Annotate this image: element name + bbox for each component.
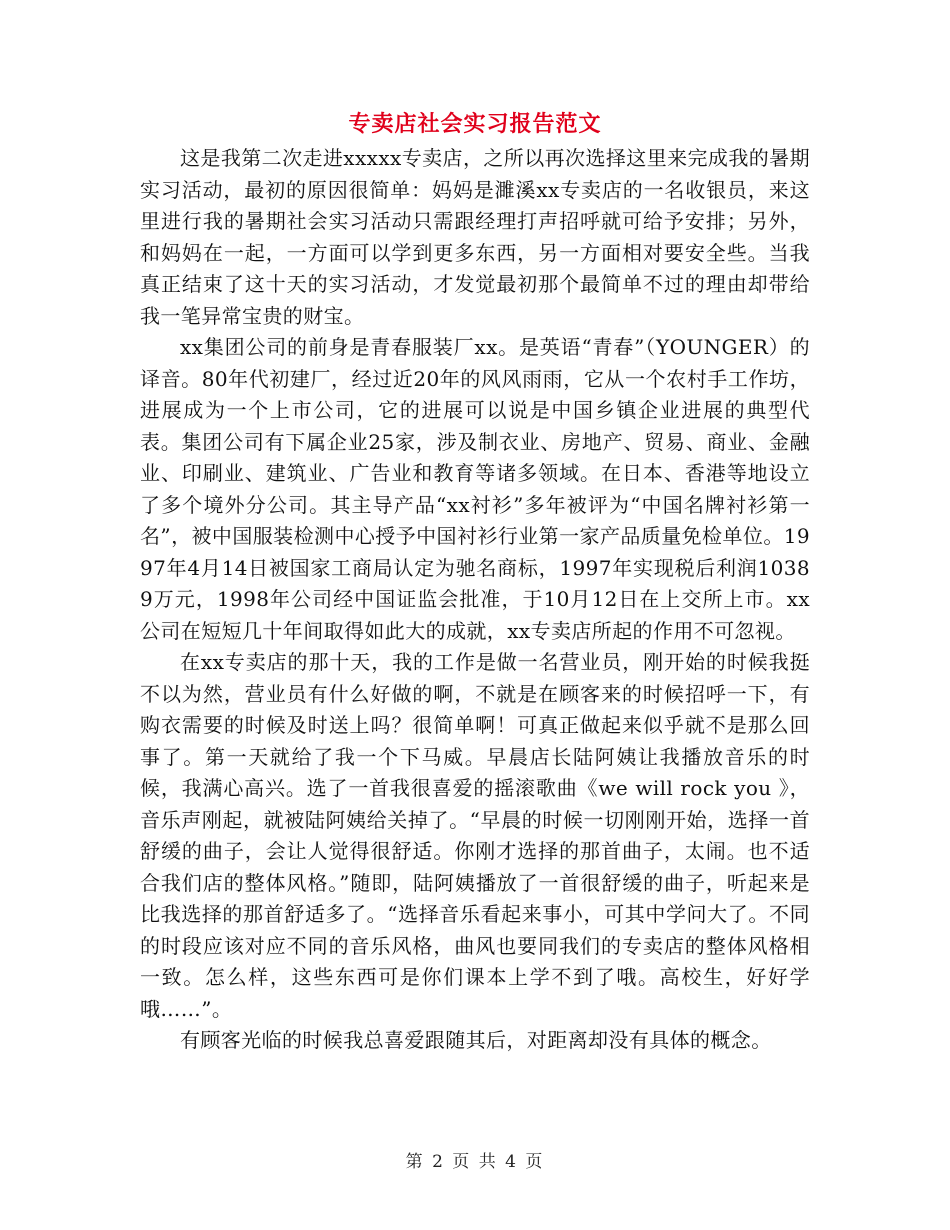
document-body [140, 143, 810, 1057]
paragraph-4: 有顾客光临的时候我总喜爱跟随其后，对距离却没有具体的概念。 [180, 1028, 772, 1052]
document-title: 专卖店社会实习报告范文 [348, 111, 602, 137]
paragraph-2: xx集团公司的前身是青春服装厂xx。是英语“青春”（YOUNGER）的译音。80年代初建厂，经过近20年的风风雨雨，它从一个农村手工作坊，进展成为一个上市公司，它的进展可以说是中国乡镇企业进展的典型代表。集团公司有下属企业25家，涉及制衣业、房地产、贸易、商业、金融业、印刷业、建筑业、广告业和教育等诸多领域。在日本、香港等地设立了多个境外分公司。其主导产品“xx衬衫”多年被评为“中国名牌衬衫第一名”，被中国服装检测中心授予中国衬衫行业第一家产品质量免检单位。1997年4月14日被国家工商局认定为驰名商标，1997年实现税后利润10389万元，1998年公司经中国证监会批准，于10月12日在上交所上市。xx公司在短短几十年间取得如此大的成就，xx专卖店所起的作用不可忽视。 [140, 335, 810, 643]
page-number-footer: 第 2 页 共 4 页 [405, 1152, 545, 1172]
paragraph-3: 在xx专卖店的那十天，我的工作是做一名营业员，刚开始的时候我挺不以为然，营业员有什么好做的啊，不就是在顾客来的时候招呼一下，有购衣需要的时候及时送上吗？很简单啊！可真正做起来似乎就不是那么回事了。第一天就给了我一个下马威。早晨店长陆阿姨让我播放音乐的时候，我满心高兴。选了一首我很喜爱的摇滚歌曲《we will rock you 》，音乐声刚起，就被陆阿姨给关掉了。“早晨的时候一切刚刚开始，选择一首舒缓的曲子，会让人觉得很舒适。你刚才选择的那首曲子，太闹。也不适合我们店的整体风格。”随即，陆阿姨播放了一首很舒缓的曲子，听起来是比我选择的那首舒适多了。“选择音乐看起来事小，可其中学问大了。不同的时段应该对应不同的音乐风格，曲风也要同我们的专卖店的整体风格相一致。怎么样，这些东西可是你们课本上学不到了哦。高校生，好好学哦……”。 [140, 650, 810, 1021]
paragraph-1: 这是我第二次走进xxxxx专卖店，之所以再次选择这里来完成我的暑期实习活动，最初的原因很简单：妈妈是濉溪xx专卖店的一名收银员，来这里进行我的暑期社会实习活动只需跟经理打声招呼就可给予安排；另外，和妈妈在一起，一方面可以学到更多东西，另一方面相对要安全些。当我真正结束了这十天的实习活动，才发觉最初那个最简单不过的理由却带给我一笔异常宝贵的财宝。 [140, 146, 810, 328]
